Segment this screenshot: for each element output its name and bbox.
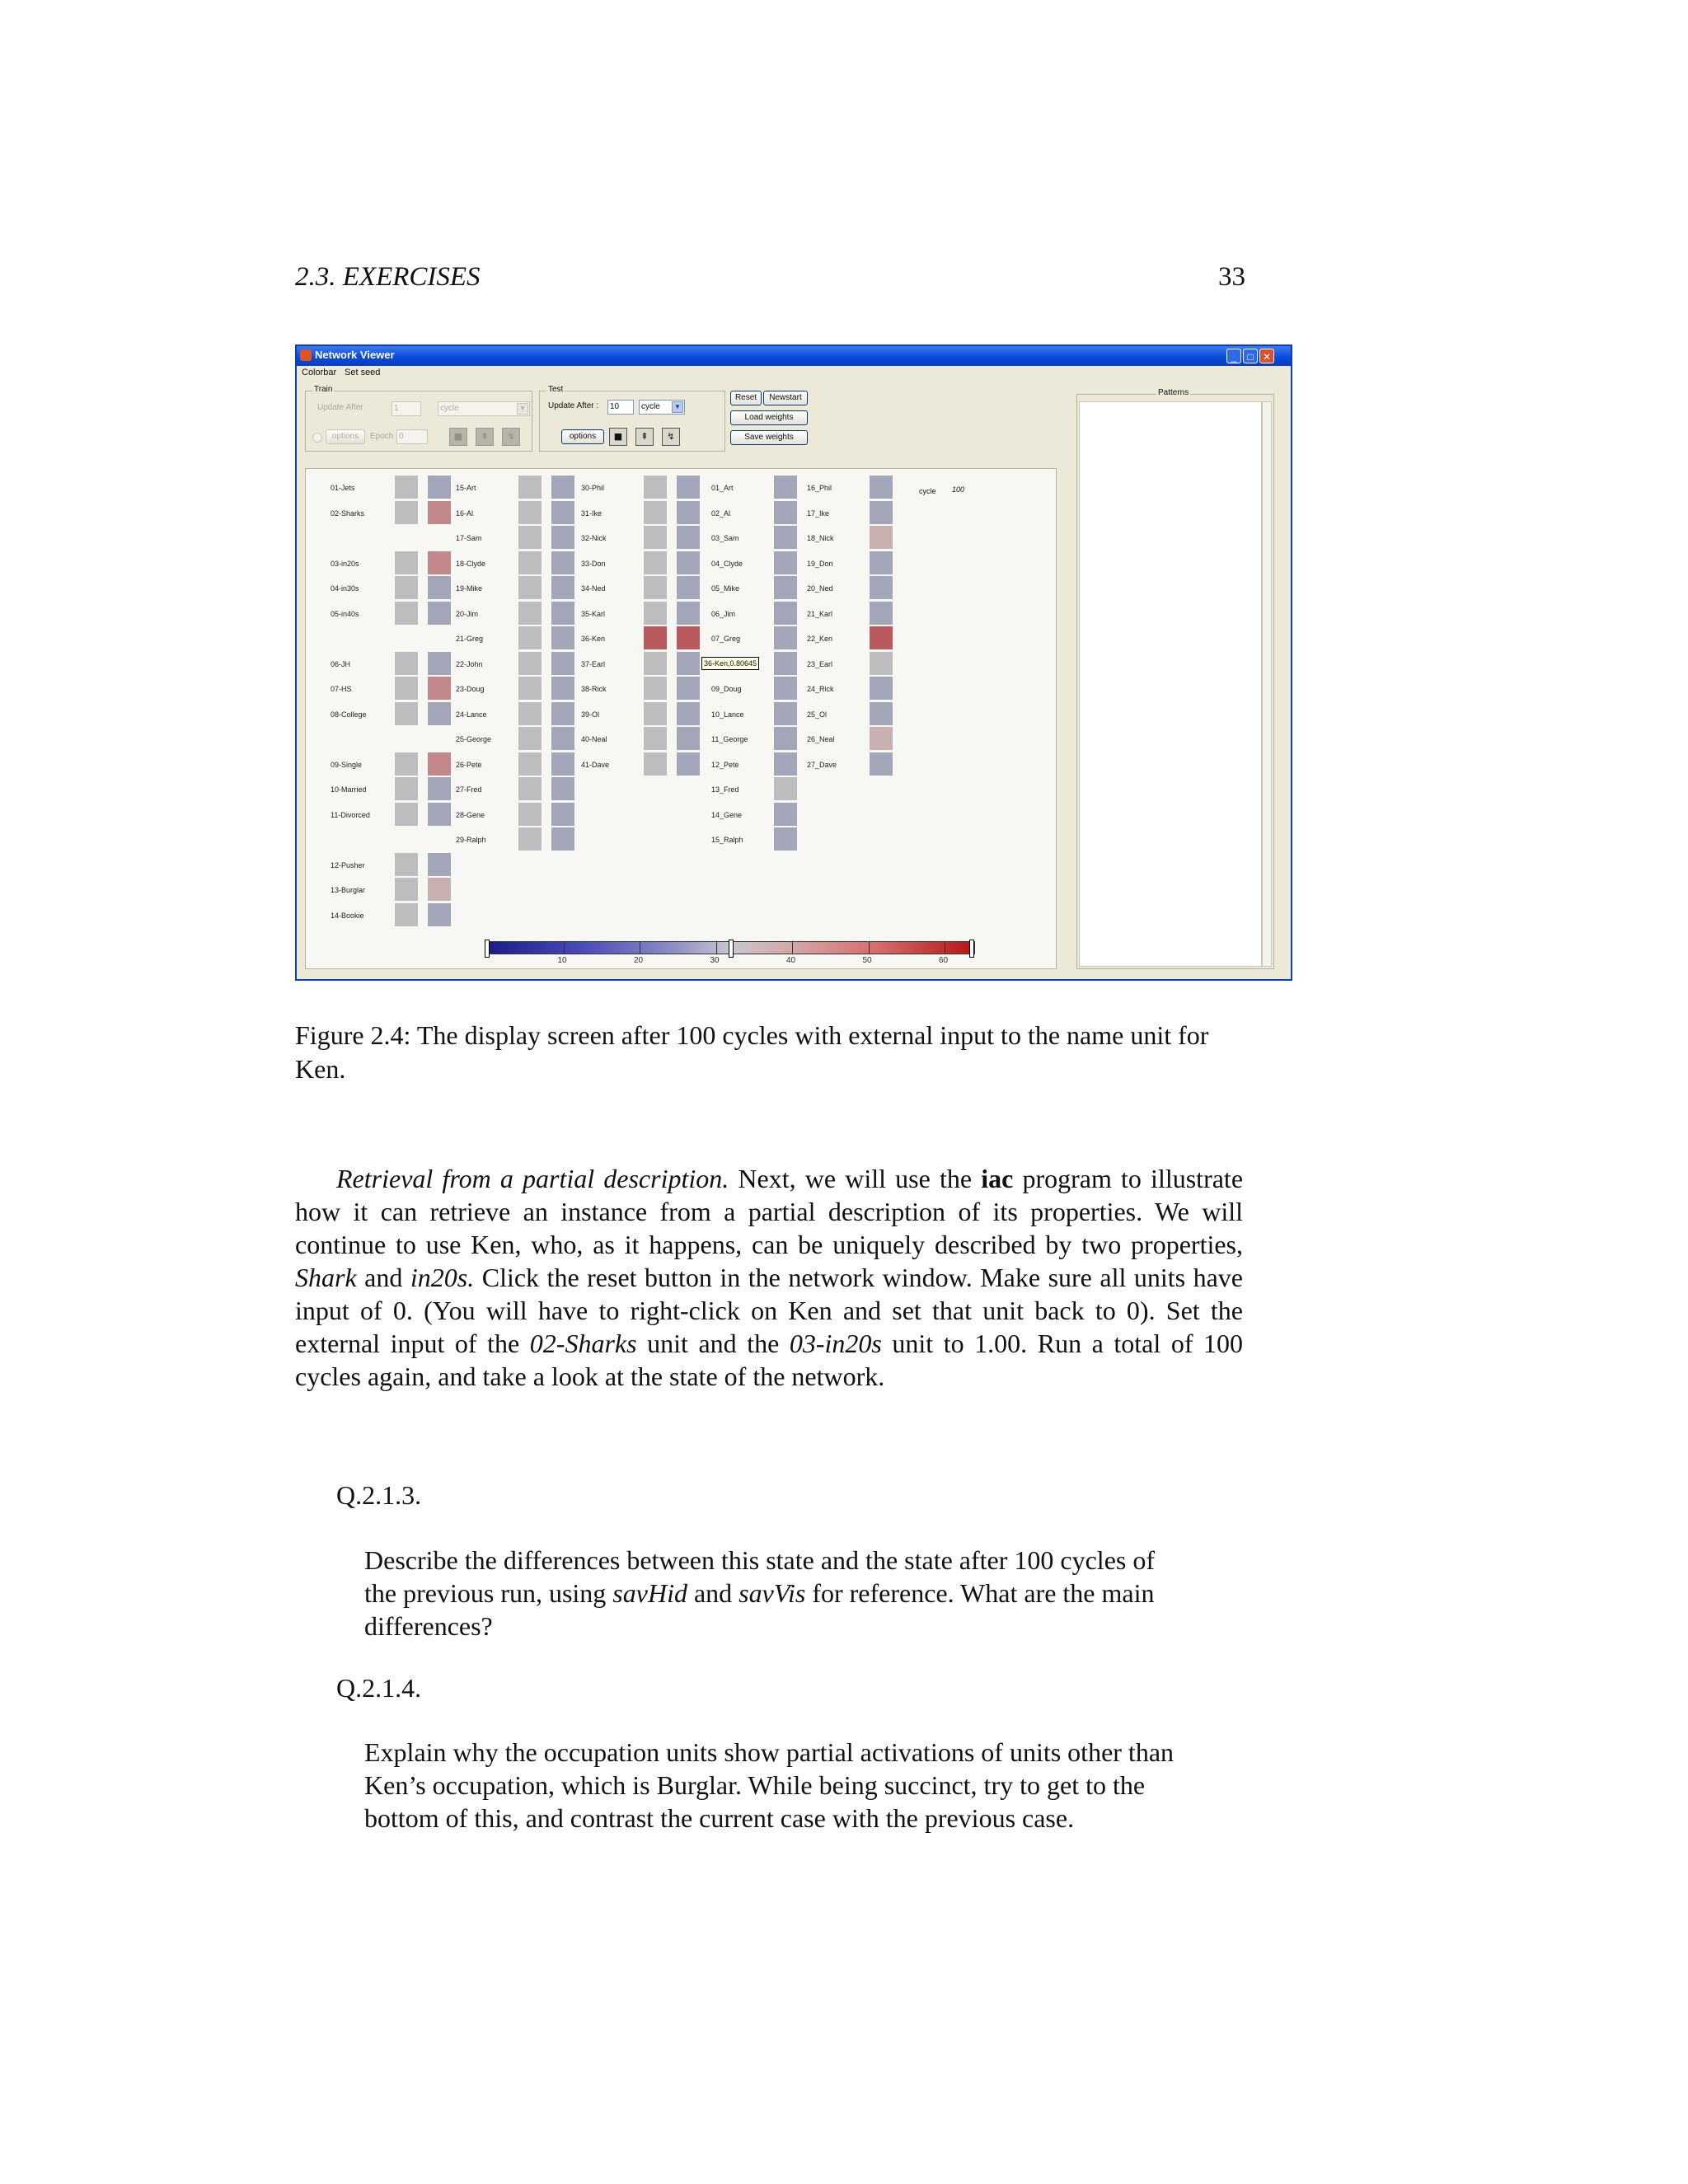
unit-label: 16-Al	[456, 509, 474, 518]
unit-cell[interactable]	[870, 526, 893, 549]
para-text-6: unit to 1.00. Run a total of 100 cycles again, and take a look at the state of the network.	[295, 1329, 1244, 1391]
unit-cell[interactable]	[677, 551, 700, 574]
unit-cell[interactable]	[774, 827, 797, 851]
unit-label: 36-Ken	[581, 635, 606, 643]
unit-label: 22_Ken	[807, 635, 833, 643]
unit-label: 03-in20s	[331, 559, 359, 568]
unit-label: 11-Divorced	[331, 810, 370, 819]
unit-label: 17_Ike	[807, 509, 830, 518]
cycle-value: 100	[952, 485, 965, 494]
unit-label: 07_Greg	[711, 635, 741, 643]
unit-label: 02-Sharks	[331, 509, 365, 518]
unit-cell[interactable]	[518, 827, 542, 851]
unit-cell[interactable]	[395, 602, 418, 625]
unit-cell[interactable]	[551, 476, 574, 499]
unit-cell[interactable]	[518, 602, 542, 625]
close-icon[interactable]: ✕	[1259, 349, 1274, 363]
para-shark: Shark	[295, 1263, 357, 1292]
unit-cell[interactable]	[677, 626, 700, 649]
unit-cell[interactable]	[551, 702, 574, 725]
unit-cell[interactable]	[428, 677, 451, 700]
unit-cell[interactable]	[677, 576, 700, 599]
colorbar-tick	[716, 941, 717, 954]
test-unit-value: cycle	[641, 402, 660, 411]
unit-label: 03_Sam	[711, 534, 739, 542]
unit-cell[interactable]	[518, 551, 542, 574]
figure-caption: Figure 2.4: The display screen after 100 cycles with external input to the name unit for Ken.	[295, 1020, 1209, 1084]
unit-label: 26-Pete	[456, 760, 482, 769]
unit-cell[interactable]	[551, 677, 574, 700]
unit-cell[interactable]	[395, 551, 418, 574]
unit-label: 39-Ol	[581, 710, 600, 719]
unit-label: 20-Jim	[456, 609, 479, 618]
unit-cell[interactable]	[774, 626, 797, 649]
q1-savvis: savVis	[738, 1578, 806, 1608]
colorbar-tick	[792, 941, 793, 954]
test-update-after-label: Update After :	[548, 401, 599, 410]
q1-text-3: for reference. What are the main differences?	[364, 1578, 1155, 1641]
colorbar	[487, 941, 975, 954]
unit-cell[interactable]	[644, 727, 667, 750]
question-number: Q.2.1.3.	[336, 1480, 422, 1510]
unit-label: 08-College	[331, 710, 367, 719]
unit-cell[interactable]	[551, 652, 574, 675]
unit-label: 27_Dave	[807, 760, 837, 769]
unit-cell[interactable]	[551, 526, 574, 549]
unit-label: 25_Ol	[807, 710, 828, 719]
unit-cell[interactable]	[677, 677, 700, 700]
train-step-icon[interactable]: ⇞	[476, 428, 494, 446]
unit-cell[interactable]	[428, 602, 451, 625]
unit-label: 23-Doug	[456, 685, 485, 693]
maximize-icon[interactable]: □	[1243, 349, 1258, 363]
unit-label: 35-Karl	[581, 609, 606, 618]
unit-cell[interactable]	[518, 652, 542, 675]
unit-cell[interactable]	[774, 803, 797, 826]
unit-cell[interactable]	[774, 752, 797, 776]
unit-cell[interactable]	[551, 727, 574, 750]
train-unit-value: cycle	[440, 404, 459, 413]
colorbar-tick-label: 10	[557, 956, 567, 965]
test-group	[539, 385, 725, 452]
unit-cell[interactable]	[551, 576, 574, 599]
unit-cell[interactable]	[428, 878, 451, 901]
epoch-field[interactable]: 0	[396, 429, 428, 444]
para-text-2: program to illustrate how it can retrieve an instance from a partial description of its properties. We will continue to use Ken, who, as it happens, can be uniquely described by two properties,	[295, 1164, 1244, 1259]
para-in20s: in20s.	[410, 1263, 475, 1292]
question-text: Explain why the occupation units show partial activations of units other than Ken’s occupation, which is Burglar. While being succinct, try to get to the bottom of this, and contrast the current case with the previous case.	[364, 1737, 1175, 1833]
unit-label: 19_Don	[807, 559, 833, 568]
para-iac: iac	[981, 1164, 1014, 1193]
unit-label: 09_Doug	[711, 685, 742, 693]
colorbar-max-handle[interactable]	[969, 940, 974, 958]
unit-cell[interactable]	[870, 576, 893, 599]
unit-cell[interactable]	[395, 803, 418, 826]
reset-button[interactable]: Reset	[730, 391, 762, 405]
unit-label: 32-Nick	[581, 534, 607, 542]
unit-cell[interactable]	[518, 626, 542, 649]
unit-cell[interactable]	[870, 626, 893, 649]
unit-label: 22-John	[456, 659, 483, 668]
title-bar	[297, 346, 1291, 366]
unit-label: 06-JH	[331, 659, 351, 668]
unit-cell[interactable]	[677, 476, 700, 499]
network-display	[305, 468, 1057, 969]
load-weights-button[interactable]: Load weights	[730, 410, 808, 425]
epoch-label: Epoch	[370, 432, 394, 441]
train-group	[305, 385, 532, 452]
unit-cell[interactable]	[518, 476, 542, 499]
test-run-icon[interactable]: ↯	[662, 428, 680, 446]
cycle-label: cycle	[919, 487, 936, 495]
unit-cell[interactable]	[774, 777, 797, 800]
train-update-after-field[interactable]: 1	[392, 401, 421, 416]
unit-label: 29-Ralph	[456, 836, 486, 844]
unit-cell[interactable]	[395, 752, 418, 776]
unit-label: 24-Lance	[456, 710, 487, 719]
unit-label: 20_Ned	[807, 584, 833, 593]
colorbar-tick-label: 60	[939, 956, 949, 965]
unit-cell[interactable]	[428, 551, 451, 574]
unit-cell[interactable]	[428, 903, 451, 926]
body-paragraph	[295, 1162, 1243, 1393]
para-text-5: unit and the	[636, 1329, 790, 1358]
unit-label: 07-HS	[331, 685, 352, 693]
unit-label: 30-Phil	[581, 484, 605, 492]
para-lead: Retrieval from a partial description.	[336, 1164, 729, 1193]
unit-label: 09-Single	[331, 760, 363, 769]
unit-label: 10-Married	[331, 785, 367, 794]
unit-cell[interactable]	[551, 827, 574, 851]
unit-label: 02_Al	[711, 509, 731, 518]
unit-cell[interactable]	[395, 652, 418, 675]
unit-cell[interactable]	[644, 652, 667, 675]
unit-label: 33-Don	[581, 559, 606, 568]
unit-label: 27-Fred	[456, 785, 482, 794]
unit-cell[interactable]	[870, 602, 893, 625]
colorbar-tick	[869, 941, 870, 954]
unit-cell[interactable]	[644, 626, 667, 649]
patterns-pane	[1076, 388, 1274, 969]
test-update-after-field[interactable]: 10	[607, 400, 634, 415]
unit-cell[interactable]	[428, 576, 451, 599]
colorbar-tick-label: 20	[634, 956, 644, 965]
train-stop-icon[interactable]: ■	[449, 428, 467, 446]
unit-cell[interactable]	[428, 702, 451, 725]
unit-cell[interactable]	[518, 777, 542, 800]
unit-cell[interactable]	[870, 677, 893, 700]
unit-cell[interactable]	[644, 677, 667, 700]
unit-label: 14_Gene	[711, 810, 743, 819]
unit-cell[interactable]	[774, 727, 797, 750]
chevron-down-icon: ▼	[672, 401, 683, 413]
unit-cell[interactable]	[774, 501, 797, 524]
unit-label: 15_Ralph	[711, 836, 743, 844]
unit-cell[interactable]	[774, 702, 797, 725]
unit-cell[interactable]	[518, 526, 542, 549]
unit-label: 18_Nick	[807, 534, 834, 542]
running-header: 2.3. EXERCISES	[295, 262, 481, 292]
para-02-sharks: 02-Sharks	[529, 1329, 637, 1358]
train-unit-select[interactable]	[438, 401, 530, 416]
unit-label: 21_Karl	[807, 609, 833, 618]
save-weights-button[interactable]: Save weights	[730, 430, 808, 445]
q1-text-1: Describe the differences between this state and the state after 100 cycles of the previous run, using	[364, 1545, 1155, 1608]
unit-cell[interactable]	[870, 652, 893, 675]
unit-cell[interactable]	[677, 727, 700, 750]
unit-label: 13_Fred	[711, 785, 739, 794]
patterns-label: Patterns	[1158, 388, 1189, 397]
unit-label: 34-Ned	[581, 584, 606, 593]
test-group-label: Test	[548, 385, 564, 394]
unit-cell[interactable]	[774, 602, 797, 625]
test-stop-icon[interactable]: ■	[609, 428, 627, 446]
unit-label: 18-Clyde	[456, 559, 486, 568]
unit-cell[interactable]	[677, 526, 700, 549]
unit-cell[interactable]	[677, 652, 700, 675]
question-text	[364, 1544, 1175, 1643]
minimize-icon[interactable]: _	[1226, 349, 1241, 363]
unit-cell[interactable]	[774, 551, 797, 574]
unit-label: 21-Greg	[456, 635, 484, 643]
unit-cell[interactable]	[870, 476, 893, 499]
unit-label: 10_Lance	[711, 710, 744, 719]
colorbar-tick-label: 40	[786, 956, 796, 965]
para-text-1: Next, we will use the	[729, 1164, 982, 1193]
unit-cell[interactable]	[774, 677, 797, 700]
menu-bar	[297, 366, 1291, 381]
unit-cell[interactable]	[428, 777, 451, 800]
patterns-scrollbar[interactable]	[1262, 401, 1272, 967]
unit-cell[interactable]	[774, 576, 797, 599]
train-update-after-label: Update After	[317, 403, 363, 412]
unit-cell[interactable]	[644, 602, 667, 625]
unit-label: 15-Art	[456, 484, 476, 492]
unit-label: 01_Art	[711, 484, 734, 492]
unit-label: 05_Mike	[711, 584, 740, 593]
unit-cell[interactable]	[551, 501, 574, 524]
unit-cell[interactable]	[518, 677, 542, 700]
unit-cell[interactable]	[774, 476, 797, 499]
para-03-in20s: 03-in20s	[789, 1329, 882, 1358]
unit-cell[interactable]	[774, 652, 797, 675]
unit-cell[interactable]	[870, 501, 893, 524]
test-options-button[interactable]: options	[561, 429, 604, 444]
unit-label: 01-Jets	[331, 484, 355, 492]
unit-cell[interactable]	[774, 526, 797, 549]
unit-label: 25-George	[456, 735, 492, 743]
unit-label: 12_Pete	[711, 760, 739, 769]
q1-text-2: and	[687, 1578, 739, 1608]
menu-set-seed[interactable]: Set seed	[345, 368, 381, 377]
activation-tooltip: 36-Ken,0.80645	[701, 657, 759, 670]
unit-cell[interactable]	[395, 476, 418, 499]
unit-label: 28-Gene	[456, 810, 485, 819]
unit-cell[interactable]	[551, 602, 574, 625]
unit-cell[interactable]	[395, 677, 418, 700]
colorbar-mid-handle[interactable]	[729, 940, 734, 958]
patterns-list[interactable]	[1079, 401, 1262, 967]
unit-label: 19-Mike	[456, 584, 483, 593]
unit-label: 16_Phil	[807, 484, 832, 492]
colorbar-tick-label: 50	[862, 956, 872, 965]
train-radio[interactable]	[312, 433, 322, 443]
unit-cell[interactable]	[428, 803, 451, 826]
train-run-icon[interactable]: ↯	[502, 428, 520, 446]
unit-cell[interactable]	[677, 501, 700, 524]
unit-label: 04-in30s	[331, 584, 359, 593]
q1-savhid: savHid	[612, 1578, 687, 1608]
unit-cell[interactable]	[518, 576, 542, 599]
unit-label: 24_Rick	[807, 685, 834, 693]
window-title: Network Viewer	[315, 349, 395, 361]
unit-label: 12-Pusher	[331, 860, 365, 869]
unit-label: 37-Earl	[581, 659, 606, 668]
unit-cell[interactable]	[551, 551, 574, 574]
unit-cell[interactable]	[518, 752, 542, 776]
unit-cell[interactable]	[518, 803, 542, 826]
page-number: 33	[1218, 262, 1245, 292]
unit-cell[interactable]	[677, 602, 700, 625]
unit-cell[interactable]	[428, 501, 451, 524]
unit-cell[interactable]	[677, 752, 700, 776]
unit-label: 41-Dave	[581, 760, 610, 769]
unit-label: 23_Earl	[807, 659, 833, 668]
unit-cell[interactable]	[870, 551, 893, 574]
unit-cell[interactable]	[644, 576, 667, 599]
unit-cell[interactable]	[870, 727, 893, 750]
unit-cell[interactable]	[551, 752, 574, 776]
unit-label: 38-Rick	[581, 685, 607, 693]
unit-cell[interactable]	[395, 501, 418, 524]
unit-cell[interactable]	[395, 903, 418, 926]
unit-cell[interactable]	[644, 752, 667, 776]
unit-cell[interactable]	[551, 803, 574, 826]
unit-label: 11_George	[711, 735, 748, 743]
unit-cell[interactable]	[677, 702, 700, 725]
colorbar-tick-label: 30	[710, 956, 720, 965]
unit-label: 17-Sam	[456, 534, 482, 542]
unit-cell[interactable]	[518, 727, 542, 750]
unit-cell[interactable]	[644, 702, 667, 725]
unit-cell[interactable]	[395, 576, 418, 599]
test-unit-select[interactable]	[639, 400, 685, 415]
unit-cell[interactable]	[395, 777, 418, 800]
unit-label: 14-Bookie	[331, 911, 364, 920]
para-text-4: Click the reset button in the network window. Make sure all units have input of 0. (You will have to right-click on Ken and set that unit back to 0). Set the external input of the	[295, 1263, 1244, 1358]
unit-label: 26_Neal	[807, 735, 835, 743]
train-group-label: Train	[314, 385, 333, 394]
colorbar-tick	[564, 941, 565, 954]
chevron-down-icon: ▼	[517, 403, 528, 415]
unit-cell[interactable]	[644, 551, 667, 574]
unit-label: 05-in40s	[331, 609, 359, 618]
question-number: Q.2.1.4.	[336, 1673, 422, 1703]
network-viewer-window	[295, 344, 1292, 981]
unit-cell[interactable]	[395, 878, 418, 901]
unit-cell[interactable]	[870, 702, 893, 725]
unit-cell[interactable]	[551, 626, 574, 649]
unit-cell[interactable]	[644, 476, 667, 499]
colorbar-min-handle[interactable]	[485, 940, 490, 958]
para-text-3: and	[356, 1263, 410, 1292]
unit-cell[interactable]	[428, 853, 451, 876]
unit-label: 04_Clyde	[711, 559, 743, 568]
unit-cell[interactable]	[551, 777, 574, 800]
unit-cell[interactable]	[395, 702, 418, 725]
unit-cell[interactable]	[644, 526, 667, 549]
unit-cell[interactable]	[428, 652, 451, 675]
unit-cell[interactable]	[518, 501, 542, 524]
unit-label: 13-Burglar	[331, 886, 366, 894]
unit-cell[interactable]	[395, 853, 418, 876]
unit-label: 40-Neal	[581, 735, 607, 743]
unit-cell[interactable]	[428, 476, 451, 499]
newstart-button[interactable]: Newstart	[763, 391, 808, 405]
unit-cell[interactable]	[428, 752, 451, 776]
unit-cell[interactable]	[518, 702, 542, 725]
matlab-icon	[300, 349, 312, 361]
unit-cell[interactable]	[644, 501, 667, 524]
unit-label: 31-Ike	[581, 509, 603, 518]
unit-label: 06_Jim	[711, 609, 736, 618]
train-options-button[interactable]: options	[326, 429, 365, 444]
unit-cell[interactable]	[870, 752, 893, 776]
menu-colorbar[interactable]: Colorbar	[302, 368, 337, 377]
test-step-icon[interactable]: ⇞	[635, 428, 654, 446]
